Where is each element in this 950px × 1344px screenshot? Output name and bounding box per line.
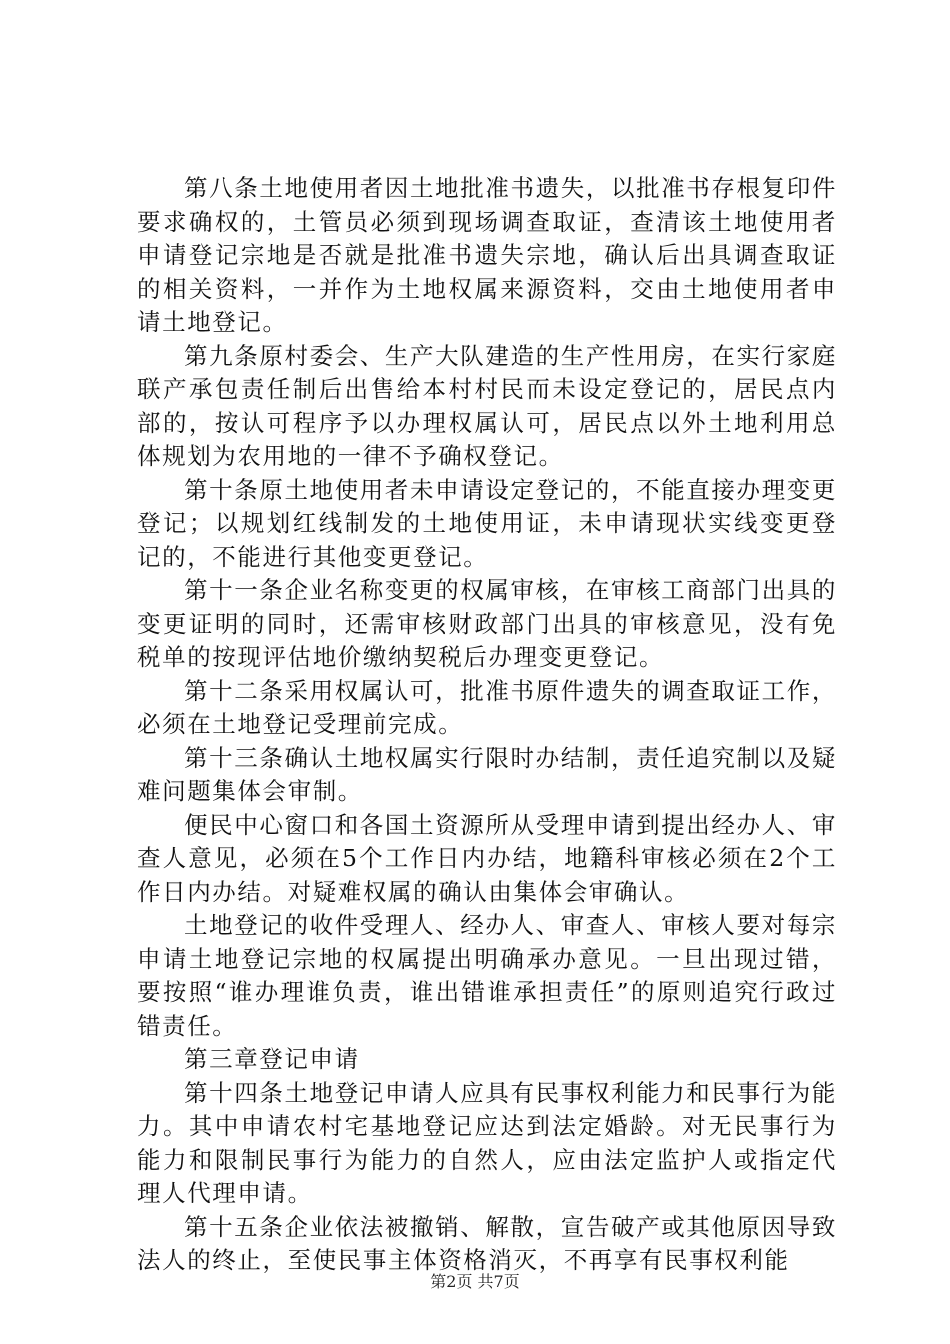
- paragraph: 第十四条土地登记申请人应具有民事权利能力和民事行为能力。其中申请农村宅基地登记应达到法定婚龄。对无民事行为能力和限制民事行为能力的自然人，应由法定监护人或指定代理人代理申请。: [137, 1078, 837, 1207]
- paragraph: 第十三条确认土地权属实行限时办结制，责任追究制以及疑难问题集体会审制。: [137, 743, 837, 805]
- paragraph: 第九条原村委会、生产大队建造的生产性用房，在实行家庭联产承包责任制后出售给本村村民而未设定登记的，居民点内部的，按认可程序予以办理权属认可，居民点以外土地利用总体规划为农用地的一律不予确权登记。: [137, 341, 837, 470]
- page-total: 共7页: [477, 1272, 520, 1291]
- page-number: 第2页: [430, 1272, 473, 1291]
- chapter-heading: 第三章登记申请: [184, 1045, 360, 1073]
- paragraph: 第十五条企业依法被撤销、解散，宣告破产或其他原因导致法人的终止，至使民事主体资格消灭，不再享有民事权利能: [137, 1212, 837, 1274]
- paragraph: 第十二条采用权属认可，批准书原件遗失的调查取证工作，必须在土地登记受理前完成。: [137, 676, 837, 738]
- paragraph: 第八条土地使用者因土地批准书遗失，以批准书存根复印件要求确权的，土管员必须到现场调查取证，查清该土地使用者申请登记宗地是否就是批准书遗失宗地，确认后出具调查取证的相关资料，一并作为土地权属来源资料，交由土地使用者申请土地登记。: [137, 174, 837, 336]
- document-body: [137, 172, 837, 1278]
- paragraph: 第十一条企业名称变更的权属审核，在审核工商部门出具的变更证明的同时，还需审核财政部门出具的审核意见，没有免税单的按现评估地价缴纳契税后办理变更登记。: [137, 576, 837, 671]
- page-footer: [0, 1272, 950, 1292]
- paragraph: 便民中心窗口和各国土资源所从受理申请到提出经办人、审查人意见，必须在5个工作日内办结，地籍科审核必须在2个工作日内办结。对疑难权属的确认由集体会审确认。: [137, 810, 837, 906]
- paragraph: 第十条原土地使用者未申请设定登记的，不能直接办理变更登记；以规划红线制发的土地使用证，未申请现状实线变更登记的，不能进行其他变更登记。: [137, 475, 837, 571]
- paragraph: 土地登记的收件受理人、经办人、审查人、审核人要对每宗申请土地登记宗地的权属提出明确承办意见。一旦出现过错，要按照“谁办理谁负责，谁出错谁承担责任”的原则追究行政过错责任。: [137, 911, 837, 1040]
